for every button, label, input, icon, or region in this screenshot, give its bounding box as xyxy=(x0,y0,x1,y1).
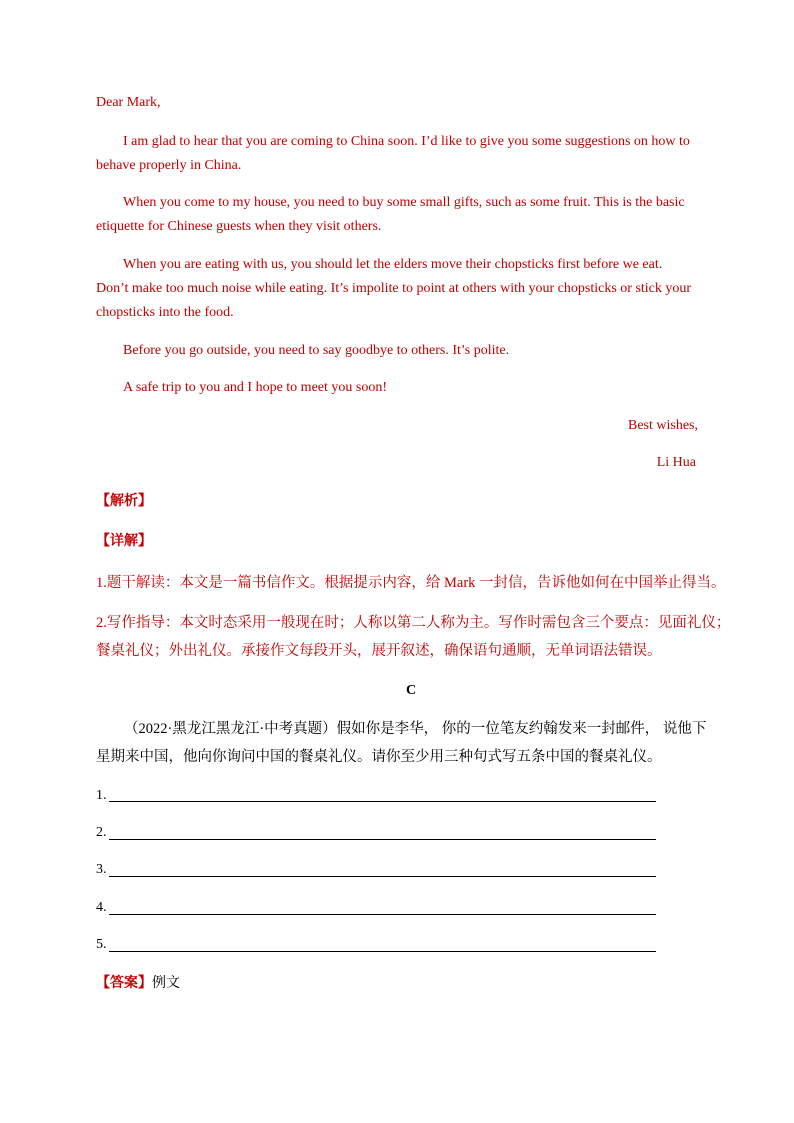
answer-row xyxy=(96,974,180,994)
answer-blank-line[interactable] xyxy=(109,914,656,915)
letter-signature: Li Hua xyxy=(656,455,696,470)
answer-blank-line[interactable] xyxy=(109,876,656,877)
answer-text: 例文 xyxy=(152,976,180,991)
question-prompt-line-2: 星期来中国，他向你询问中国的餐桌礼仪。请你至少用三种句式写五条中国的餐桌礼仪。 xyxy=(96,749,662,765)
letter-paragraph-3-line-2: Don’t make too much noise while eating. It’s impolite to point at others with your chopsticks or stick your xyxy=(96,281,692,296)
letter-salutation: Dear Mark, xyxy=(96,95,161,110)
letter-paragraph-2-line-1: When you come to my house, you need to buy some small gifts, such as some fruit. This is the basic xyxy=(123,195,685,210)
answer-item-number: 3. xyxy=(96,862,107,877)
detail-label: 【详解】 xyxy=(96,534,152,549)
answer-blank-line[interactable] xyxy=(109,839,656,840)
answer-blank-line[interactable] xyxy=(109,951,656,952)
letter-closing: Best wishes, xyxy=(628,418,698,433)
letter-paragraph-5: A safe trip to you and I hope to meet you soon! xyxy=(123,380,388,395)
answer-item-number: 1. xyxy=(96,788,107,803)
analysis-point-2-line-2: 餐桌礼仪；外出礼仪。承接作文每段开头，展开叙述，确保语句通顺，无单词语法错误。 xyxy=(96,643,662,659)
analysis-label: 【解析】 xyxy=(96,494,152,509)
letter-paragraph-1-line-2: behave properly in China. xyxy=(96,158,242,173)
answer-item-number: 2. xyxy=(96,825,107,840)
letter-paragraph-3-line-3: chopsticks into the food. xyxy=(96,305,234,320)
section-heading: C xyxy=(406,683,417,698)
letter-paragraph-4: Before you go outside, you need to say goodbye to others. It’s polite. xyxy=(123,343,510,358)
letter-paragraph-2-line-2: etiquette for Chinese guests when they visit others. xyxy=(96,219,382,234)
answer-item-number: 4. xyxy=(96,900,107,915)
answer-item-number: 5. xyxy=(96,937,107,952)
answer-blank-line[interactable] xyxy=(109,801,656,802)
analysis-point-1: 1.题干解读：本文是一篇书信作文。根据提示内容，给 Mark 一封信，告诉他如何在中国举止得当。 xyxy=(96,575,726,591)
letter-paragraph-3-line-1: When you are eating with us, you should let the elders move their chopsticks first before we eat. xyxy=(123,257,663,272)
letter-paragraph-1-line-1: I am glad to hear that you are coming to China soon. I’d like to give you some suggestions on how to xyxy=(123,134,690,149)
question-prompt-line-1: （2022·黑龙江黑龙江·中考真题）假如你是李华， 你的一位笔友约翰发来一封邮件， 说他下 xyxy=(124,721,707,737)
analysis-point-2-line-1: 2.写作指导：本文时态采用一般现在时；人称以第二人称为主。写作时需包含三个要点：见面礼仪； xyxy=(96,615,731,631)
answer-label: 【答案】 xyxy=(96,976,152,991)
